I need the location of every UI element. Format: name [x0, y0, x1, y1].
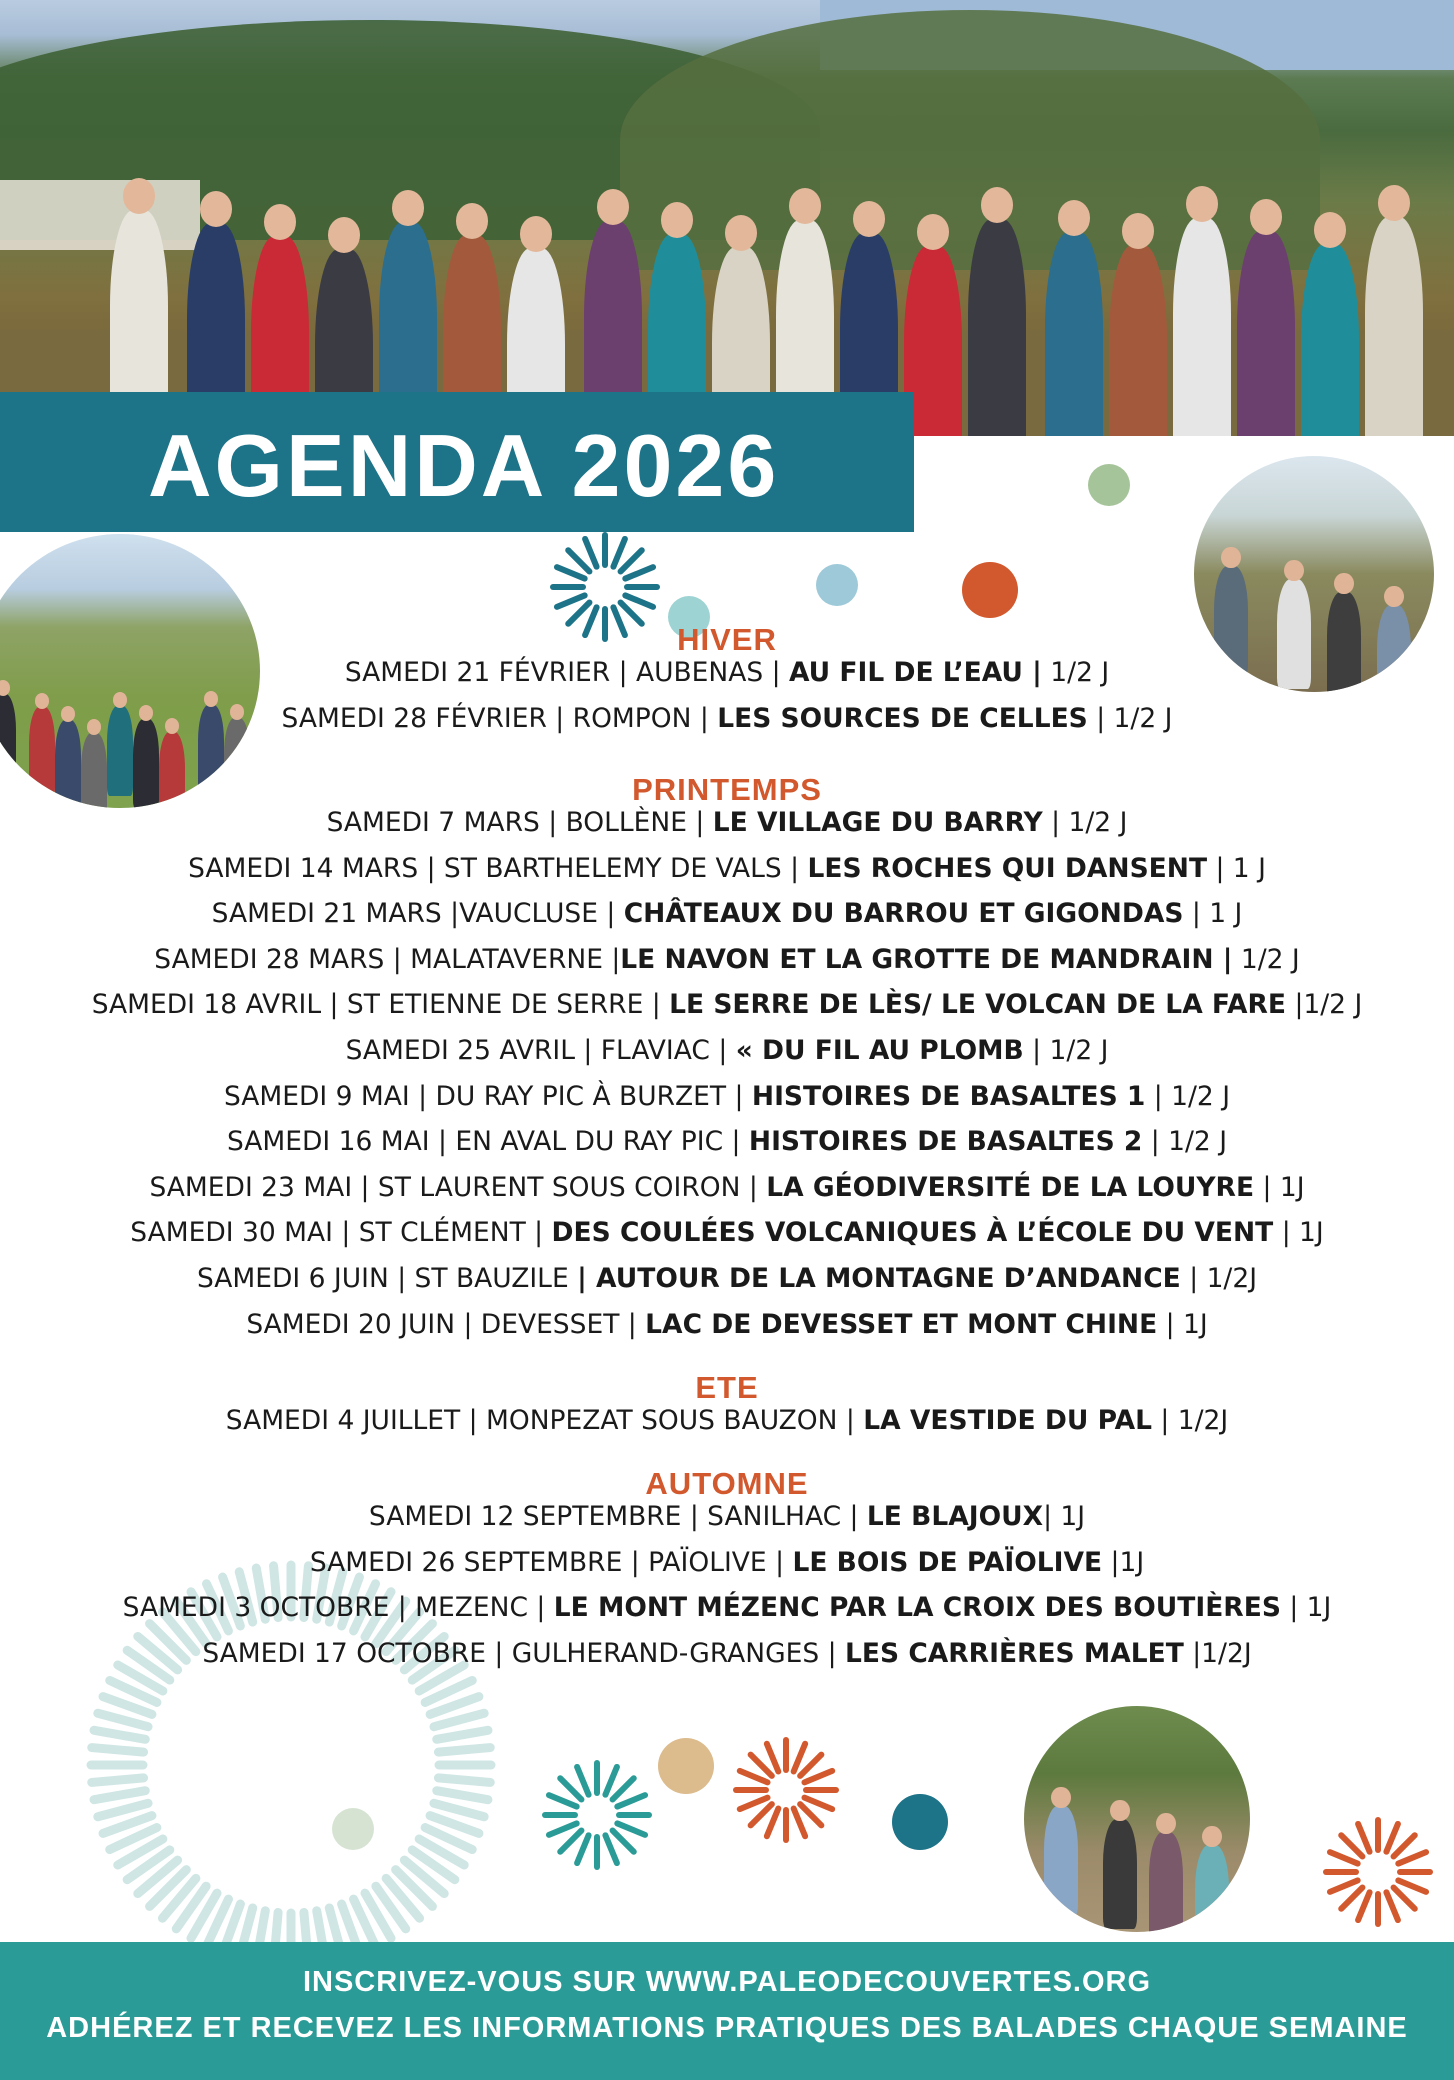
event-row: [0, 806, 1454, 840]
event-date-location: SAMEDI 9 MAI | DU RAY PIC À BURZET |: [223, 1080, 752, 1112]
event-duration: | 1/2 J: [1145, 1080, 1231, 1112]
event-date-location: SAMEDI 16 MAI | EN AVAL DU RAY PIC |: [226, 1126, 749, 1158]
event-duration: |1J: [1102, 1546, 1145, 1578]
event-row: [0, 852, 1454, 886]
event-title: LE BOIS DE PAÏOLIVE: [792, 1546, 1103, 1578]
event-duration: | 1J: [1254, 1171, 1305, 1203]
event-date-location: SAMEDI 14 MARS | ST BARTHELEMY DE VALS |: [188, 852, 808, 884]
event-row: [0, 988, 1454, 1022]
footer-membership-line: ADHÉREZ ET RECEVEZ LES INFORMATIONS PRATIQUES DES BALADES CHAQUE SEMAINE: [46, 2012, 1408, 2044]
event-duration: | 1J: [1273, 1217, 1324, 1249]
hero-photo: [0, 0, 1454, 436]
event-duration: |1/2 J: [1286, 989, 1363, 1021]
event-title: DES COULÉES VOLCANIQUES À L’ÉCOLE DU VENT: [551, 1217, 1274, 1249]
event-duration: | 1J: [1043, 1501, 1086, 1532]
footer-banner: [0, 1942, 1454, 2080]
event-row: [0, 656, 1454, 690]
title-band: [0, 392, 914, 532]
event-date-location: SAMEDI 4 JUILLET | MONPEZAT SOUS BAUZON |: [225, 1405, 864, 1436]
event-duration: | 1/2 J: [1042, 807, 1128, 838]
event-title: LE SERRE DE LÈS/ LE VOLCAN DE LA FARE: [669, 989, 1287, 1021]
event-duration: | 1 J: [1207, 852, 1266, 884]
event-duration: | 1/2 J: [1023, 1035, 1109, 1066]
event-date-location: SAMEDI 25 AVRIL | FLAVIAC |: [345, 1035, 736, 1066]
event-title: CHÂTEAUX DU BARROU ET GIGONDAS: [623, 898, 1184, 930]
event-row: [0, 1262, 1454, 1296]
event-row: [0, 1080, 1454, 1114]
decor-dot: [892, 1794, 948, 1850]
event-duration: 1/2 J: [1232, 943, 1300, 975]
event-row: [0, 1216, 1454, 1250]
event-row: [0, 702, 1454, 736]
event-duration: | 1/2J: [1180, 1263, 1258, 1294]
event-title: HISTOIRES DE BASALTES 1: [751, 1080, 1146, 1112]
season-heading: PRINTEMPS: [632, 772, 822, 807]
event-title: LES ROCHES QUI DANSENT: [807, 852, 1208, 884]
event-row: [0, 1500, 1454, 1534]
event-date-location: SAMEDI 12 SEPTEMBRE | SANILHAC |: [368, 1501, 867, 1532]
event-duration: | 1J: [1280, 1592, 1332, 1624]
event-date-location: SAMEDI 28 MARS | MALATAVERNE |: [154, 943, 621, 975]
decor-dot: [658, 1738, 714, 1794]
event-date-location: SAMEDI 20 JUIN | DEVESSET |: [246, 1308, 646, 1340]
event-duration: | 1J: [1157, 1308, 1208, 1340]
burst-decoration: [1322, 1816, 1434, 1928]
event-date-location: SAMEDI 28 FÉVRIER | ROMPON |: [281, 702, 718, 734]
event-date-location: SAMEDI 18 AVRIL | ST ETIENNE DE SERRE |: [91, 989, 670, 1021]
event-row: [0, 943, 1454, 977]
event-row: [0, 1637, 1454, 1671]
event-row: [0, 897, 1454, 931]
event-title: LE MONT MÉZENC PAR LA CROIX DES BOUTIÈRES: [553, 1592, 1281, 1624]
season-heading: ETE: [695, 1370, 759, 1405]
decor-dot: [1088, 464, 1130, 506]
season-heading: AUTOMNE: [645, 1466, 809, 1501]
burst-decoration: [732, 1736, 840, 1844]
event-date-location: SAMEDI 7 MARS | BOLLÈNE |: [326, 807, 713, 838]
decor-dot: [816, 564, 858, 606]
event-date-location: SAMEDI 3 OCTOBRE | MEZENC |: [122, 1592, 554, 1624]
event-title: HISTOIRES DE BASALTES 2: [748, 1126, 1143, 1158]
event-title: LE VILLAGE DU BARRY: [712, 807, 1043, 838]
event-row: [0, 1034, 1454, 1068]
event-title: LA VESTIDE DU PAL: [863, 1405, 1152, 1436]
event-date-location: SAMEDI 26 SEPTEMBRE | PAÏOLIVE |: [309, 1546, 793, 1578]
event-date-location: SAMEDI 21 FÉVRIER | AUBENAS |: [344, 657, 789, 688]
event-row: [0, 1171, 1454, 1205]
footer-signup-line: INSCRIVEZ-VOUS SUR WWW.PALEODECOUVERTES.ORG: [302, 1966, 1152, 1998]
event-title: « DU FIL AU PLOMB: [735, 1035, 1024, 1066]
event-duration: | 1/2 J: [1087, 702, 1173, 734]
event-title: LE NAVON ET LA GROTTE DE MANDRAIN |: [620, 943, 1233, 975]
event-date-location: SAMEDI 23 MAI | ST LAURENT SOUS COIRON |: [149, 1171, 767, 1203]
event-title: LES SOURCES DE CELLES: [717, 702, 1088, 734]
event-duration: | 1 J: [1183, 898, 1243, 930]
event-duration: |1/2J: [1183, 1637, 1252, 1669]
event-row: [0, 1546, 1454, 1580]
event-row: [0, 1404, 1454, 1438]
event-duration: | 1/2 J: [1142, 1126, 1228, 1158]
event-title: | AUTOUR DE LA MONTAGNE D’ANDANCE: [577, 1263, 1181, 1294]
event-title: LA GÉODIVERSITÉ DE LA LOUYRE: [766, 1171, 1255, 1203]
event-title: LES CARRIÈRES MALET: [845, 1637, 1184, 1669]
event-title: LAC DE DEVESSET ET MONT CHINE: [645, 1308, 1158, 1340]
event-row: [0, 1308, 1454, 1342]
page-title: AGENDA 2026: [148, 416, 780, 515]
event-row: [0, 1591, 1454, 1625]
season-heading: HIVER: [677, 622, 777, 657]
event-duration: | 1/2J: [1151, 1405, 1229, 1436]
event-row: [0, 1125, 1454, 1159]
burst-decoration: [540, 1758, 654, 1872]
event-date-location: SAMEDI 17 OCTOBRE | GULHERAND-GRANGES |: [202, 1637, 846, 1669]
event-date-location: SAMEDI 21 MARS |VAUCLUSE |: [211, 898, 624, 930]
event-title: AU FIL DE L’EAU |: [788, 657, 1042, 688]
event-date-location: SAMEDI 6 JUIN | ST BAUZILE: [196, 1263, 578, 1294]
event-title: LE BLAJOUX: [866, 1501, 1044, 1532]
vineyard-hikers-photo: [1024, 1706, 1250, 1932]
event-duration: 1/2 J: [1041, 657, 1110, 688]
decor-dot: [962, 562, 1018, 618]
event-date-location: SAMEDI 30 MAI | ST CLÉMENT |: [130, 1217, 552, 1249]
